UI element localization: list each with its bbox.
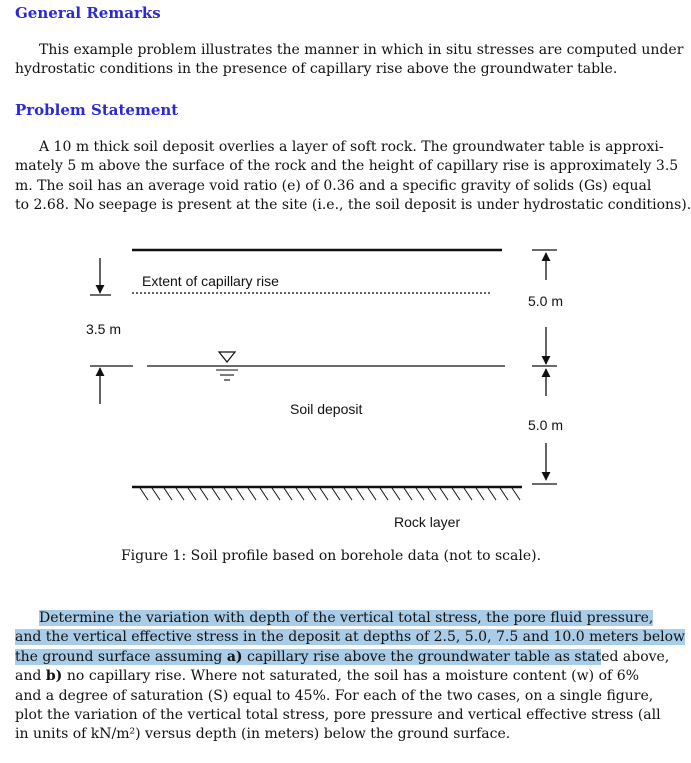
hatch-mark [332, 488, 340, 500]
hatch-mark [488, 488, 496, 500]
paragraph-line: plot the variation of the vertical total stress, pore pressure and vertical effective stress (all [15, 707, 661, 724]
highlighted-text: the ground surface assuming a) capillary rise above the groundwater table as stat [15, 648, 602, 665]
hatch-mark [188, 488, 196, 500]
section-heading-problem-statement: Problem Statement [15, 101, 179, 119]
paragraph-line: This example problem illustrates the manner in which in situ stresses are computed under [39, 42, 684, 58]
hatch-mark [476, 488, 484, 500]
hatch-mark [368, 488, 376, 500]
rock-hatching [140, 488, 520, 500]
hatch-mark [416, 488, 424, 500]
section-heading-general-remarks: General Remarks [15, 4, 161, 22]
hatch-mark [164, 488, 172, 500]
lower-thickness-label: 5.0 m [528, 417, 564, 433]
paragraph-line: and b) no capillary rise. Where not saturated, the soil has a moisture content (w) of 6% [15, 668, 639, 685]
rock-layer-label: Rock layer [394, 514, 461, 530]
paragraph-line: and a degree of saturation (S) equal to 45%. For each of the two cases, on a single figure, [15, 687, 654, 704]
task-paragraph [15, 609, 686, 745]
hatch-mark [260, 488, 268, 500]
unhighlighted-text: ed above, [601, 648, 670, 665]
upper-thickness-label: 5.0 m [528, 293, 564, 309]
hatch-mark [284, 488, 292, 500]
hatch-mark [500, 488, 508, 500]
paragraph-line: hydrostatic conditions in the presence of capillary rise above the groundwater table. [15, 61, 618, 78]
paragraph-line: to 2.68. No seepage is present at the site (i.e., the soil deposit is under hydrostatic conditions). [15, 197, 691, 214]
hatch-mark [380, 488, 388, 500]
hatch-mark [200, 488, 208, 500]
hatch-mark [464, 488, 472, 500]
hatch-mark [428, 488, 436, 500]
hatch-mark [212, 488, 220, 500]
paragraph-line: mately 5 m above the surface of the rock and the height of capillary rise is approximately 3.5 [15, 158, 679, 175]
paragraph-line: in units of kN/m²) versus depth (in meters) below the ground surface. [15, 726, 511, 743]
capillary-height-label: 3.5 m [86, 321, 122, 337]
hatch-mark [272, 488, 280, 500]
hatch-mark [308, 488, 316, 500]
general-remarks-paragraph [15, 41, 684, 80]
highlighted-text: and the vertical effective stress in the deposit at depths of 2.5, 5.0, 7.5 and 10.0 meters below [15, 629, 686, 646]
hatch-mark [176, 488, 184, 500]
figure-caption: Figure 1: Soil profile based on borehole data (not to scale). [120, 548, 542, 564]
hatch-mark [248, 488, 256, 500]
paragraph-line: m. The soil has an average void ratio (e) of 0.36 and a specific gravity of solids (Gs) equal [15, 177, 652, 194]
capillary-rise-label: Extent of capillary rise [142, 273, 279, 289]
paragraph-line [15, 648, 670, 667]
soil-deposit-label: Soil deposit [290, 401, 363, 417]
hatch-mark [296, 488, 304, 500]
soil-profile-figure [0, 232, 662, 542]
paragraph-line [15, 628, 686, 647]
highlighted-text: Determine the variation with depth of the vertical total stress, the pore fluid pressure, [39, 610, 654, 626]
hatch-mark [320, 488, 328, 500]
hatch-mark [404, 488, 412, 500]
hatch-mark [224, 488, 232, 500]
hatch-mark [440, 488, 448, 500]
paragraph-line: A 10 m thick soil deposit overlies a layer of soft rock. The groundwater table is approxi- [39, 139, 664, 155]
hatch-mark [452, 488, 460, 500]
hatch-mark [344, 488, 352, 500]
hatch-mark [512, 488, 520, 500]
hatch-mark [140, 488, 148, 500]
paragraph-line [15, 609, 654, 628]
hatch-mark [392, 488, 400, 500]
hatch-mark [236, 488, 244, 500]
hatch-mark [152, 488, 160, 500]
problem-statement-paragraph [15, 138, 691, 216]
hatch-mark [356, 488, 364, 500]
